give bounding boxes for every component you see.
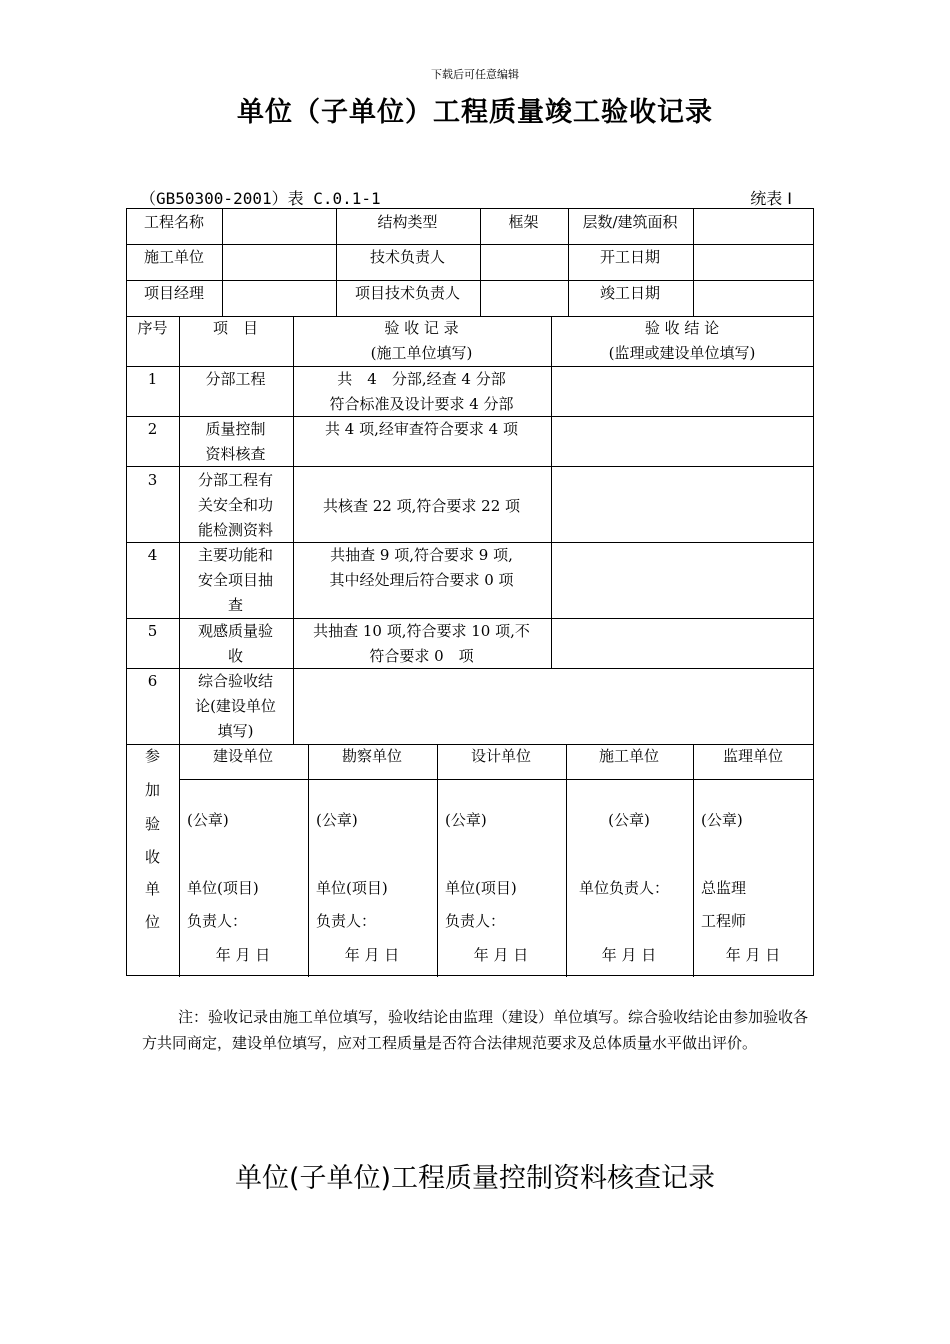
row-seq: 2	[147, 420, 158, 438]
date-label: 年 月 日	[473, 946, 529, 964]
sheet-label: 统表 Ⅰ	[750, 189, 792, 208]
structure-type-value: 框架	[508, 213, 539, 231]
row-item: 观感质量验	[197, 622, 273, 640]
date-label: 年 月 日	[601, 946, 657, 964]
participants-label-char: 收	[144, 848, 160, 866]
row-record: 共核查 22 项,符合要求 22 项	[322, 497, 520, 515]
row-record: 其中经处理后符合要求 0 项	[329, 571, 514, 589]
project-name-label: 工程名称	[143, 213, 204, 231]
date-label: 年 月 日	[215, 946, 271, 964]
participants-label-char: 验	[144, 815, 160, 833]
unit-project-label: 单位(项目)	[316, 879, 388, 897]
participants-label-char: 加	[144, 781, 160, 799]
next-section-title: 单位(子单位)工程质量控制资料核查记录	[234, 1163, 716, 1194]
row-item: 关安全和功	[197, 496, 273, 514]
row-item: 分部工程	[205, 370, 266, 388]
start-date-label: 开工日期	[599, 248, 660, 266]
completion-date-label: 竣工日期	[599, 284, 660, 302]
record-header: 验 收 记 录	[384, 319, 459, 337]
row-item: 论(建设单位	[195, 697, 276, 715]
row-seq: 6	[147, 672, 158, 690]
item-header: 项 目	[212, 319, 258, 337]
unit-project-label: 单位(项目)	[445, 879, 517, 897]
row-item: 安全项目抽	[197, 571, 273, 589]
floors-area-label: 层数/建筑面积	[582, 213, 678, 231]
chief-label: 总监理	[701, 879, 747, 897]
row-divider	[179, 779, 813, 780]
row-item: 查	[227, 596, 243, 614]
conclusion-header: 验 收 结 论	[644, 319, 720, 337]
page-title: 单位（子单位）工程质量竣工验收记录	[237, 97, 713, 128]
row-item: 能检测资料	[197, 521, 273, 539]
date-label: 年 月 日	[344, 946, 400, 964]
seal-text: (公章)	[316, 811, 358, 829]
form-code: （GB50300-2001）表 C.0.1-1	[140, 189, 381, 208]
record-subheader: (施工单位填写)	[370, 344, 473, 362]
participants-label-char: 位	[144, 913, 160, 931]
participants-label-char: 单	[144, 880, 160, 898]
row-item: 填写)	[217, 722, 254, 740]
row-seq: 5	[147, 622, 158, 640]
row-item: 主要功能和	[197, 546, 273, 564]
project-tech-lead-label: 项目技术负责人	[354, 284, 460, 302]
responsible-label: 负责人：	[187, 912, 248, 930]
row-item: 收	[227, 647, 243, 665]
row-seq: 1	[147, 370, 158, 388]
row-record: 共抽查 10 项,符合要求 10 项,不	[313, 622, 530, 640]
download-note: 下载后可任意编辑	[431, 68, 519, 81]
seal-text: (公章)	[187, 811, 229, 829]
row-record: 共 4 项,经审查符合要求 4 项	[325, 420, 518, 438]
participant-header: 建设单位	[212, 747, 273, 765]
row-record: 符合要求 0 项	[369, 647, 474, 665]
row-item: 质量控制	[205, 420, 266, 438]
seal-text: (公章)	[608, 811, 650, 829]
pm-label: 项目经理	[143, 284, 204, 302]
col-divider	[551, 316, 552, 668]
row-record: 共抽查 9 项,符合要求 9 项,	[330, 546, 513, 564]
footnote: 注：验收记录由施工单位填写，验收结论由监理（建设）单位填写。综合验收结论由参加验收各方共同商定，建设单位填写，应对工程质量是否符合法律规范要求及总体质量水平做出评价。	[142, 1008, 809, 1052]
structure-type-label: 结构类型	[377, 213, 438, 231]
unit-project-label: 单位(项目)	[187, 879, 259, 897]
row-record: 符合标准及设计要求 4 分部	[329, 395, 514, 413]
seal-text: (公章)	[701, 811, 743, 829]
responsible-label: 负责人：	[316, 912, 377, 930]
seal-text: (公章)	[445, 811, 487, 829]
seq-header: 序号	[137, 319, 168, 337]
unit-responsible-label: 单位负责人：	[579, 879, 670, 897]
contractor-label: 施工单位	[143, 248, 204, 266]
engineer-label: 工程师	[701, 912, 747, 930]
participants-label-char: 参	[144, 747, 160, 765]
participant-header: 勘察单位	[341, 747, 402, 765]
col-divider	[222, 209, 223, 316]
conclusion-subheader: (监理或建设单位填写)	[608, 344, 756, 362]
row-seq: 3	[147, 471, 158, 489]
row-item: 综合验收结	[197, 672, 273, 690]
participant-header: 设计单位	[470, 747, 531, 765]
responsible-label: 负责人：	[445, 912, 506, 930]
row-record: 共 4 分部,经查 4 分部	[337, 370, 506, 388]
participant-header: 监理单位	[722, 747, 783, 765]
row-item: 分部工程有	[197, 471, 273, 489]
tech-lead-label: 技术负责人	[369, 248, 445, 266]
participant-header: 施工单位	[598, 747, 659, 765]
row-seq: 4	[147, 546, 158, 564]
col-divider	[693, 209, 694, 316]
date-label: 年 月 日	[725, 946, 781, 964]
row-item: 资料核查	[205, 445, 266, 463]
